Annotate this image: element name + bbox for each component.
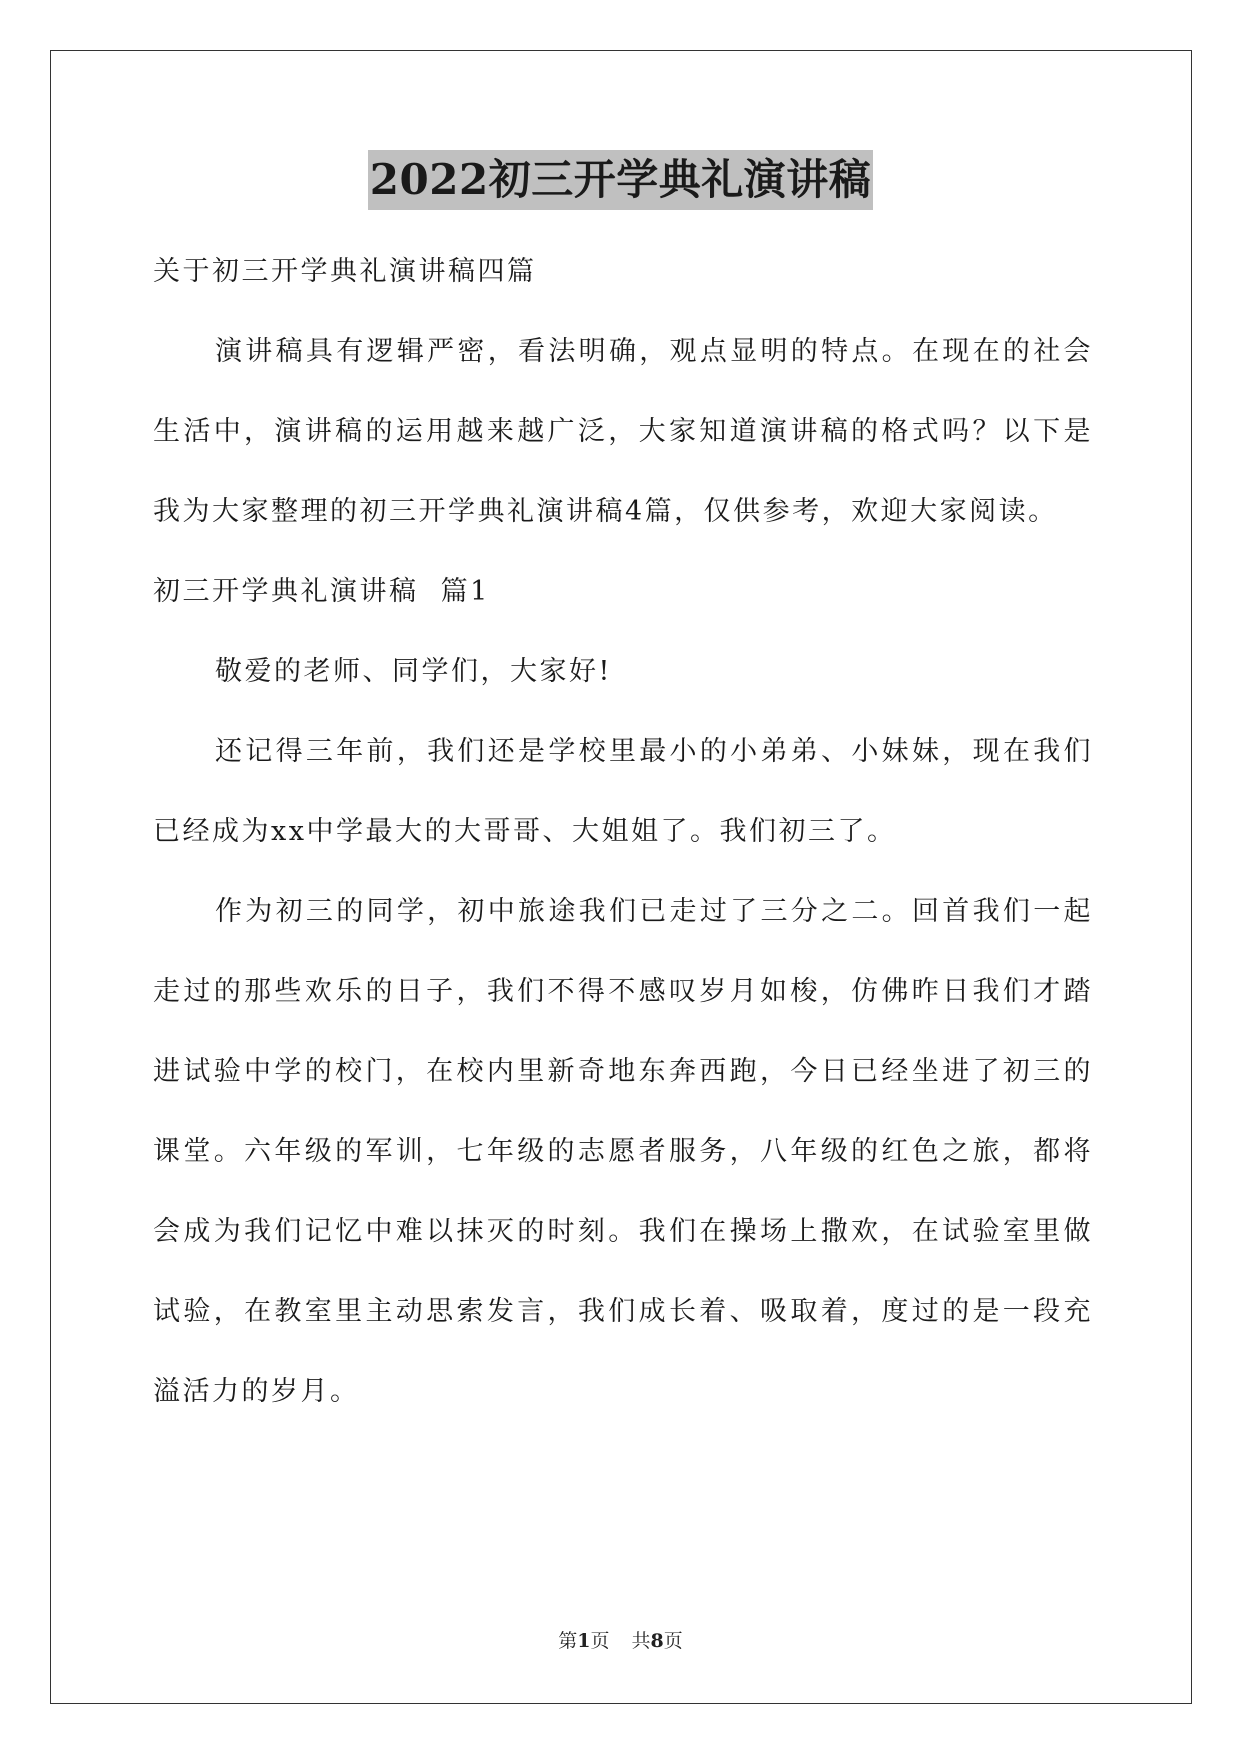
body-paragraph: 作为初三的同学，初中旅途我们已走过了三分之二。回首我们一起走过的那些欢乐的日子，我们不得不感叹岁月如梭，仿佛昨日我们才踏进试验中学的校门，在校内里新奇地东奔西跑，今日已经坐进了初三的课堂。六年级的军训，七年级的志愿者服务，八年级的红色之旅，都将会成为我们记忆中难以抹灭的时刻。我们在操场上撒欢，在试验室里做试验，在教室里主动思索发言，我们成长着、吸取着，度过的是一段充溢活力的岁月。 [153,896,1093,1407]
greeting-paragraph: 敬爱的老师、同学们，大家好! [215,656,612,687]
total-prefix: 共 [631,1630,651,1652]
page-footer [0,1626,1241,1653]
document-subtitle: 关于初三开学典礼演讲稿四篇 [153,256,537,287]
section-heading: 初三开学典礼演讲稿 篇1 [153,576,490,607]
document-body [153,232,1093,1432]
page-suffix: 页 [590,1630,610,1652]
title-container [0,150,1241,210]
document-title: 2022初三开学典礼演讲稿 [368,150,873,210]
page-prefix: 第 [558,1630,578,1652]
total-suffix: 页 [663,1630,683,1652]
page-total: 8 [650,1630,664,1652]
page-current: 1 [577,1630,591,1652]
body-paragraph: 还记得三年前，我们还是学校里最小的小弟弟、小妹妹，现在我们已经成为xx中学最大的大哥哥、大姐姐了。我们初三了。 [153,736,1093,847]
intro-paragraph: 演讲稿具有逻辑严密，看法明确，观点显明的特点。在现在的社会生活中，演讲稿的运用越来越广泛，大家知道演讲稿的格式吗？以下是我为大家整理的初三开学典礼演讲稿4篇，仅供参考，欢迎大家阅读。 [153,336,1093,527]
